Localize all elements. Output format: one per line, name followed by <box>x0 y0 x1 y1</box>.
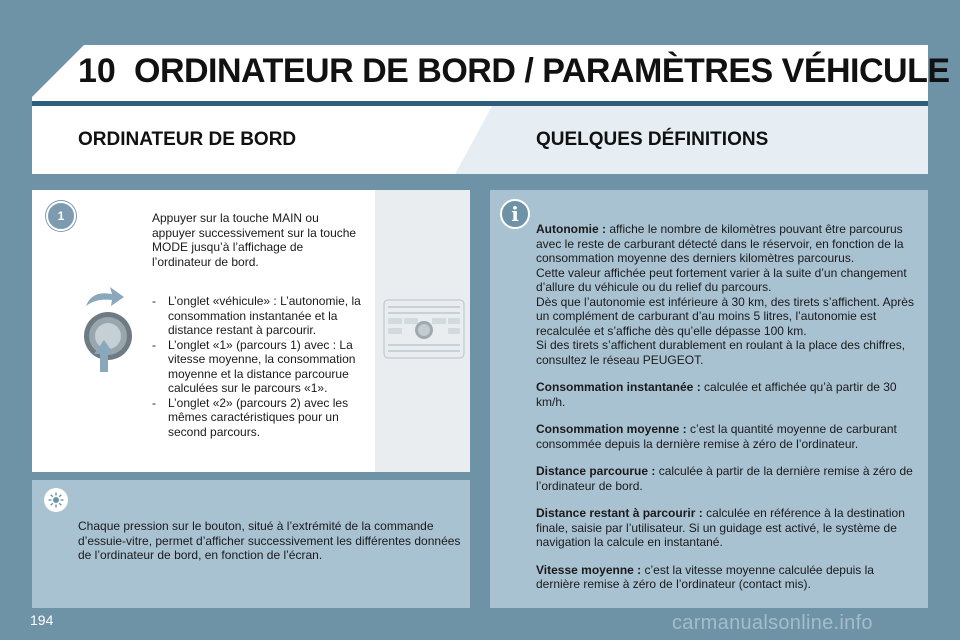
tip-text: Chaque pression sur le bouton, situé à l’extrémité de la commande d’essuie-vitre, permet d’afficher successivement les différentes données de l’ordinateur de bord, en fonction de l’écran. <box>78 519 461 562</box>
info-icon: i <box>500 199 530 229</box>
page-number: 194 <box>30 612 54 628</box>
definition-item: Consommation moyenne : c’est la quantité moyenne de carburant consommée depuis la dernière remise à zéro de l’ordinateur. <box>536 422 897 451</box>
left-section-heading: ORDINATEUR DE BORD <box>78 129 297 150</box>
definition-item: Consommation instantanée : calculée et affichée qu’à partir de 30 km/h. <box>536 380 897 409</box>
step-number-badge: 1 <box>46 201 76 231</box>
watermark: carmanualsonline.info <box>672 612 873 634</box>
control-panel-illustration <box>382 298 466 360</box>
list-item: - L’onglet «véhicule» : L’autonomie, la consommation instantanée et la distance restant à parcourir. <box>152 294 361 337</box>
rotary-knob-icon <box>78 282 140 374</box>
chapter-number: 10 <box>78 52 116 90</box>
definition-item: Distance restant à parcourir : calculée en référence à la destination finale, saisie par l’utilisateur. Si un guidage est activé, le système de navigation la calcule en instantané. <box>536 506 905 549</box>
step-list <box>152 294 372 439</box>
definition-item: Distance parcourue : calculée à partir de la dernière remise à zéro de l’ordinateur de bord. <box>536 464 913 493</box>
lightbulb-icon <box>44 488 68 512</box>
list-item: - L’onglet «2» (parcours 2) avec les mêmes caractéristiques pour un second parcours. <box>152 395 349 439</box>
step-instruction: Appuyer sur la touche MAIN ou appuyer successivement sur la touche MODE jusqu’à l’affichage de l’ordinateur de bord. <box>152 211 357 269</box>
definitions-list <box>536 222 920 605</box>
definition-item: Vitesse moyenne : c’est la vitesse moyenne calculée depuis la dernière remise à zéro de l’ordinateur (contact mis). <box>536 562 874 591</box>
list-item: - L’onglet «1» (parcours 1) avec : La vitesse moyenne, la consommation moyenne et la distance parcourue calculées sur le parcours «1». <box>152 337 356 395</box>
right-section-heading: QUELQUES DÉFINITIONS <box>536 129 769 150</box>
definition-item: Autonomie : affiche le nombre de kilomètres pouvant être parcourus avec le reste de carburant détecté dans le réservoir, en fonction de la consommation moyenne des derniers kilomètres parcourus. Cette valeur affichée peut fortement varier à la suite d’un changement d’allure du véhicule ou du relief du parcours. Dès que l’autonomie est inférieure à 30 km, des tirets s’affichent. Après un complément de carburant d’au moins 5 litres, l’autonomie est recalculée et s’affiche dès qu’elle dépasse 100 km. Si des tirets s’affichent durablement en roulant à la place des chiffres, consultez le réseau PEUGEOT. <box>536 222 914 367</box>
page-title: ORDINATEUR DE BORD / PARAMÈTRES VÉHICULE <box>134 52 950 90</box>
turn-arrow-icon <box>86 287 124 306</box>
